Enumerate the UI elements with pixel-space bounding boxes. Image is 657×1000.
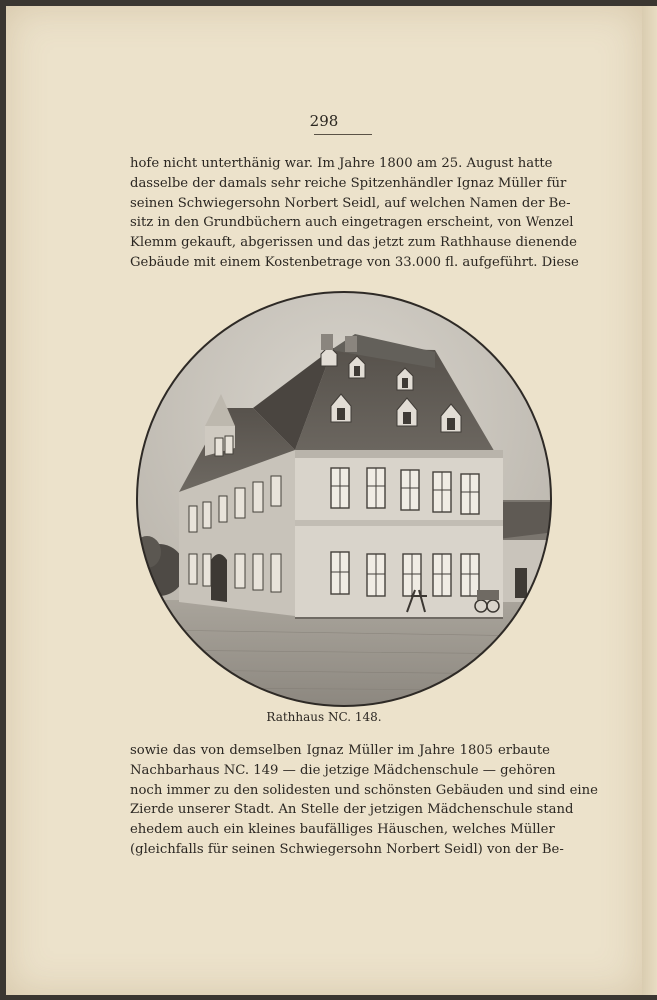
paragraph-bottom: [130, 741, 598, 860]
town-hall-illustration: [135, 290, 553, 708]
text-line: seinen Schwiegersohn Norbert Seidl, auf welchen Namen der Be-: [130, 195, 571, 211]
page-number: 298: [309, 112, 339, 130]
text-line: hofe nicht unterthänig war. Im Jahre 1800 am 25. August hatte: [130, 156, 553, 171]
figure-caption: Rathhaus NC. 148.: [266, 710, 382, 724]
text-line: noch immer zu den solidesten und schönsten Gebäuden und sind eine: [130, 782, 598, 798]
page-edge: [642, 6, 657, 995]
text-line: Gebäude mit einem Kostenbetrage von 33.000 fl. aufgeführt. Diese: [130, 254, 579, 270]
text-line: ehedem auch ein kleines baufälliges Häuschen, welches Müller: [130, 822, 555, 838]
page-number-rule: [314, 134, 372, 135]
text-line: Zierde unserer Stadt. An Stelle der jetzigen Mädchenschule stand: [130, 802, 574, 818]
paragraph-top: [130, 154, 579, 273]
text-line: Klemm gekauft, abgerissen und das jetzt zum Rathhause dienende: [130, 235, 577, 251]
text-line: sowie das von demselben Ignaz Müller im Jahre 1805 erbaute: [130, 743, 550, 758]
book-page: [6, 6, 642, 995]
text-line: Nachbarhaus NC. 149 — die jetzige Mädchenschule — gehören: [130, 762, 556, 778]
text-line: (gleichfalls für seinen Schwiegersohn Norbert Seidl) von der Be-: [130, 841, 564, 857]
text-line: sitz in den Grundbüchern auch eingetragen erscheint, von Wenzel: [130, 215, 574, 231]
text-line: dasselbe der damals sehr reiche Spitzenhändler Ignaz Müller für: [130, 175, 567, 191]
